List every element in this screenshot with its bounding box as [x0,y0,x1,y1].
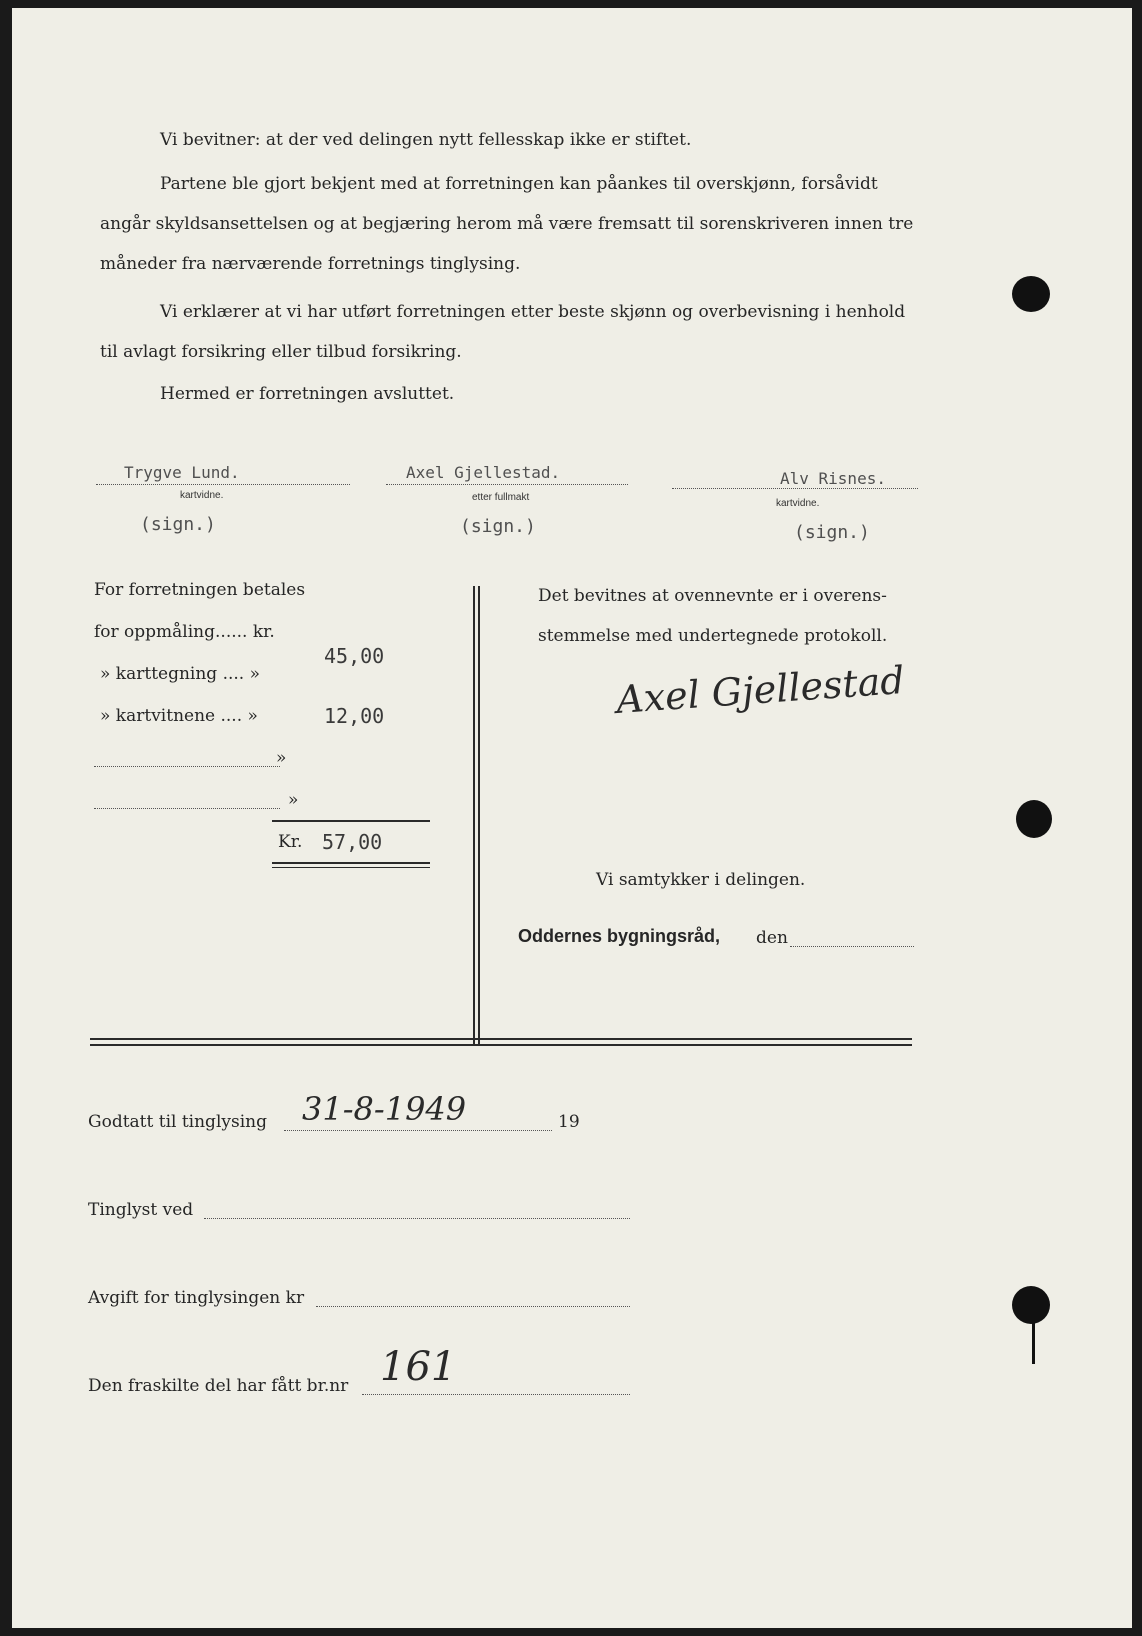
council-name: Oddernes bygningsråd, [518,926,721,946]
godtatt-label: Godtatt til tinglysing [88,1112,267,1132]
vertical-divider-left [473,586,475,1046]
signature-name-3: Alv Risnes. [780,469,886,488]
avgift-line [316,1306,630,1307]
fee-sum-rule [272,820,430,822]
fee-total-label: Kr. [278,832,303,852]
paragraph-appeal-line-3: måneder fra nærværende forretnings tinglysing. [100,254,521,274]
fee-row-surveying-label: for oppmåling...... kr. [94,622,275,642]
signature-line-3 [672,488,918,489]
paragraph-appeal-line-1: Partene ble gjort bekjent med at forretningen kan påankes til overskjønn, forsåvidt [160,174,878,194]
signature-line-1 [96,484,350,485]
signature-sign-2: (sign.) [460,516,536,537]
fee-row-surveying-value: 45,00 [324,644,385,668]
fee-blank-mark-1: » [276,748,287,768]
tinglyst-line [204,1218,630,1219]
certification-line-2: stemmelse med undertegnede protokoll. [538,626,888,646]
godtatt-year-suffix: 19 [558,1112,580,1132]
horizontal-rule-bottom [90,1044,912,1046]
fees-heading: For forretningen betales [94,580,306,600]
signature-line-2 [386,484,628,485]
fee-total-value: 57,00 [322,830,383,854]
brnr-label: Den fraskilte del har fått br.nr [88,1376,349,1396]
punch-hole-icon [1012,276,1050,312]
paragraph-witness: Vi bevitner: at der ved delingen nytt fellesskap ikke er stiftet. [160,130,692,150]
paragraph-closing: Hermed er forretningen avsluttet. [160,384,455,404]
council-den-label: den [756,928,788,948]
paragraph-appeal-line-2: angår skyldsansettelsen og at begjæring herom må være fremsatt til sorenskriveren innen tre [100,214,914,234]
signature-name-2: Axel Gjellestad. [406,463,561,482]
fee-blank-mark-2: » [288,790,299,810]
document-page [12,8,1132,1628]
signature-sign-3: (sign.) [794,522,870,543]
punch-hole-icon [1012,1286,1050,1324]
signature-role-2: etter fullmakt [472,492,530,503]
fee-total-rule-2 [272,867,430,868]
avgift-label: Avgift for tinglysingen kr [88,1288,305,1308]
fee-blank-line-2 [94,808,280,809]
fee-blank-line-1 [94,766,280,767]
vertical-divider-right [478,586,480,1046]
paragraph-declaration-line-1: Vi erklærer at vi har utført forretningen etter beste skjønn og overbevisning i henhold [160,302,906,322]
horizontal-rule-top [90,1038,912,1040]
punch-hole-icon [1016,800,1052,838]
tinglyst-label: Tinglyst ved [88,1200,194,1220]
brnr-value: 161 [380,1344,457,1390]
fee-row-mapping-label: » karttegning .... » [100,664,261,684]
signature-name-1: Trygve Lund. [124,463,240,482]
fee-row-witnesses-label: » kartvitnene .... » [100,706,258,726]
paragraph-declaration-line-2: til avlagt forsikring eller tilbud forsikring. [100,342,462,362]
fee-total-rule-1 [272,862,430,864]
signature-sign-1: (sign.) [140,514,216,535]
consent-text: Vi samtykker i delingen. [596,870,806,890]
handwritten-signature: Axel Gjellestad [614,657,906,723]
godtatt-line [284,1130,552,1131]
brnr-line [362,1394,630,1395]
signature-role-1: kartvidne. [180,490,224,501]
certification-line-1: Det bevitnes at ovennevnte er i overens- [538,586,887,606]
punch-tear-mark [1032,1318,1035,1364]
fee-row-witnesses-value: 12,00 [324,704,385,728]
signature-role-3: kartvidne. [776,498,820,509]
godtatt-date: 31-8-1949 [302,1090,467,1128]
council-date-line [790,946,914,947]
